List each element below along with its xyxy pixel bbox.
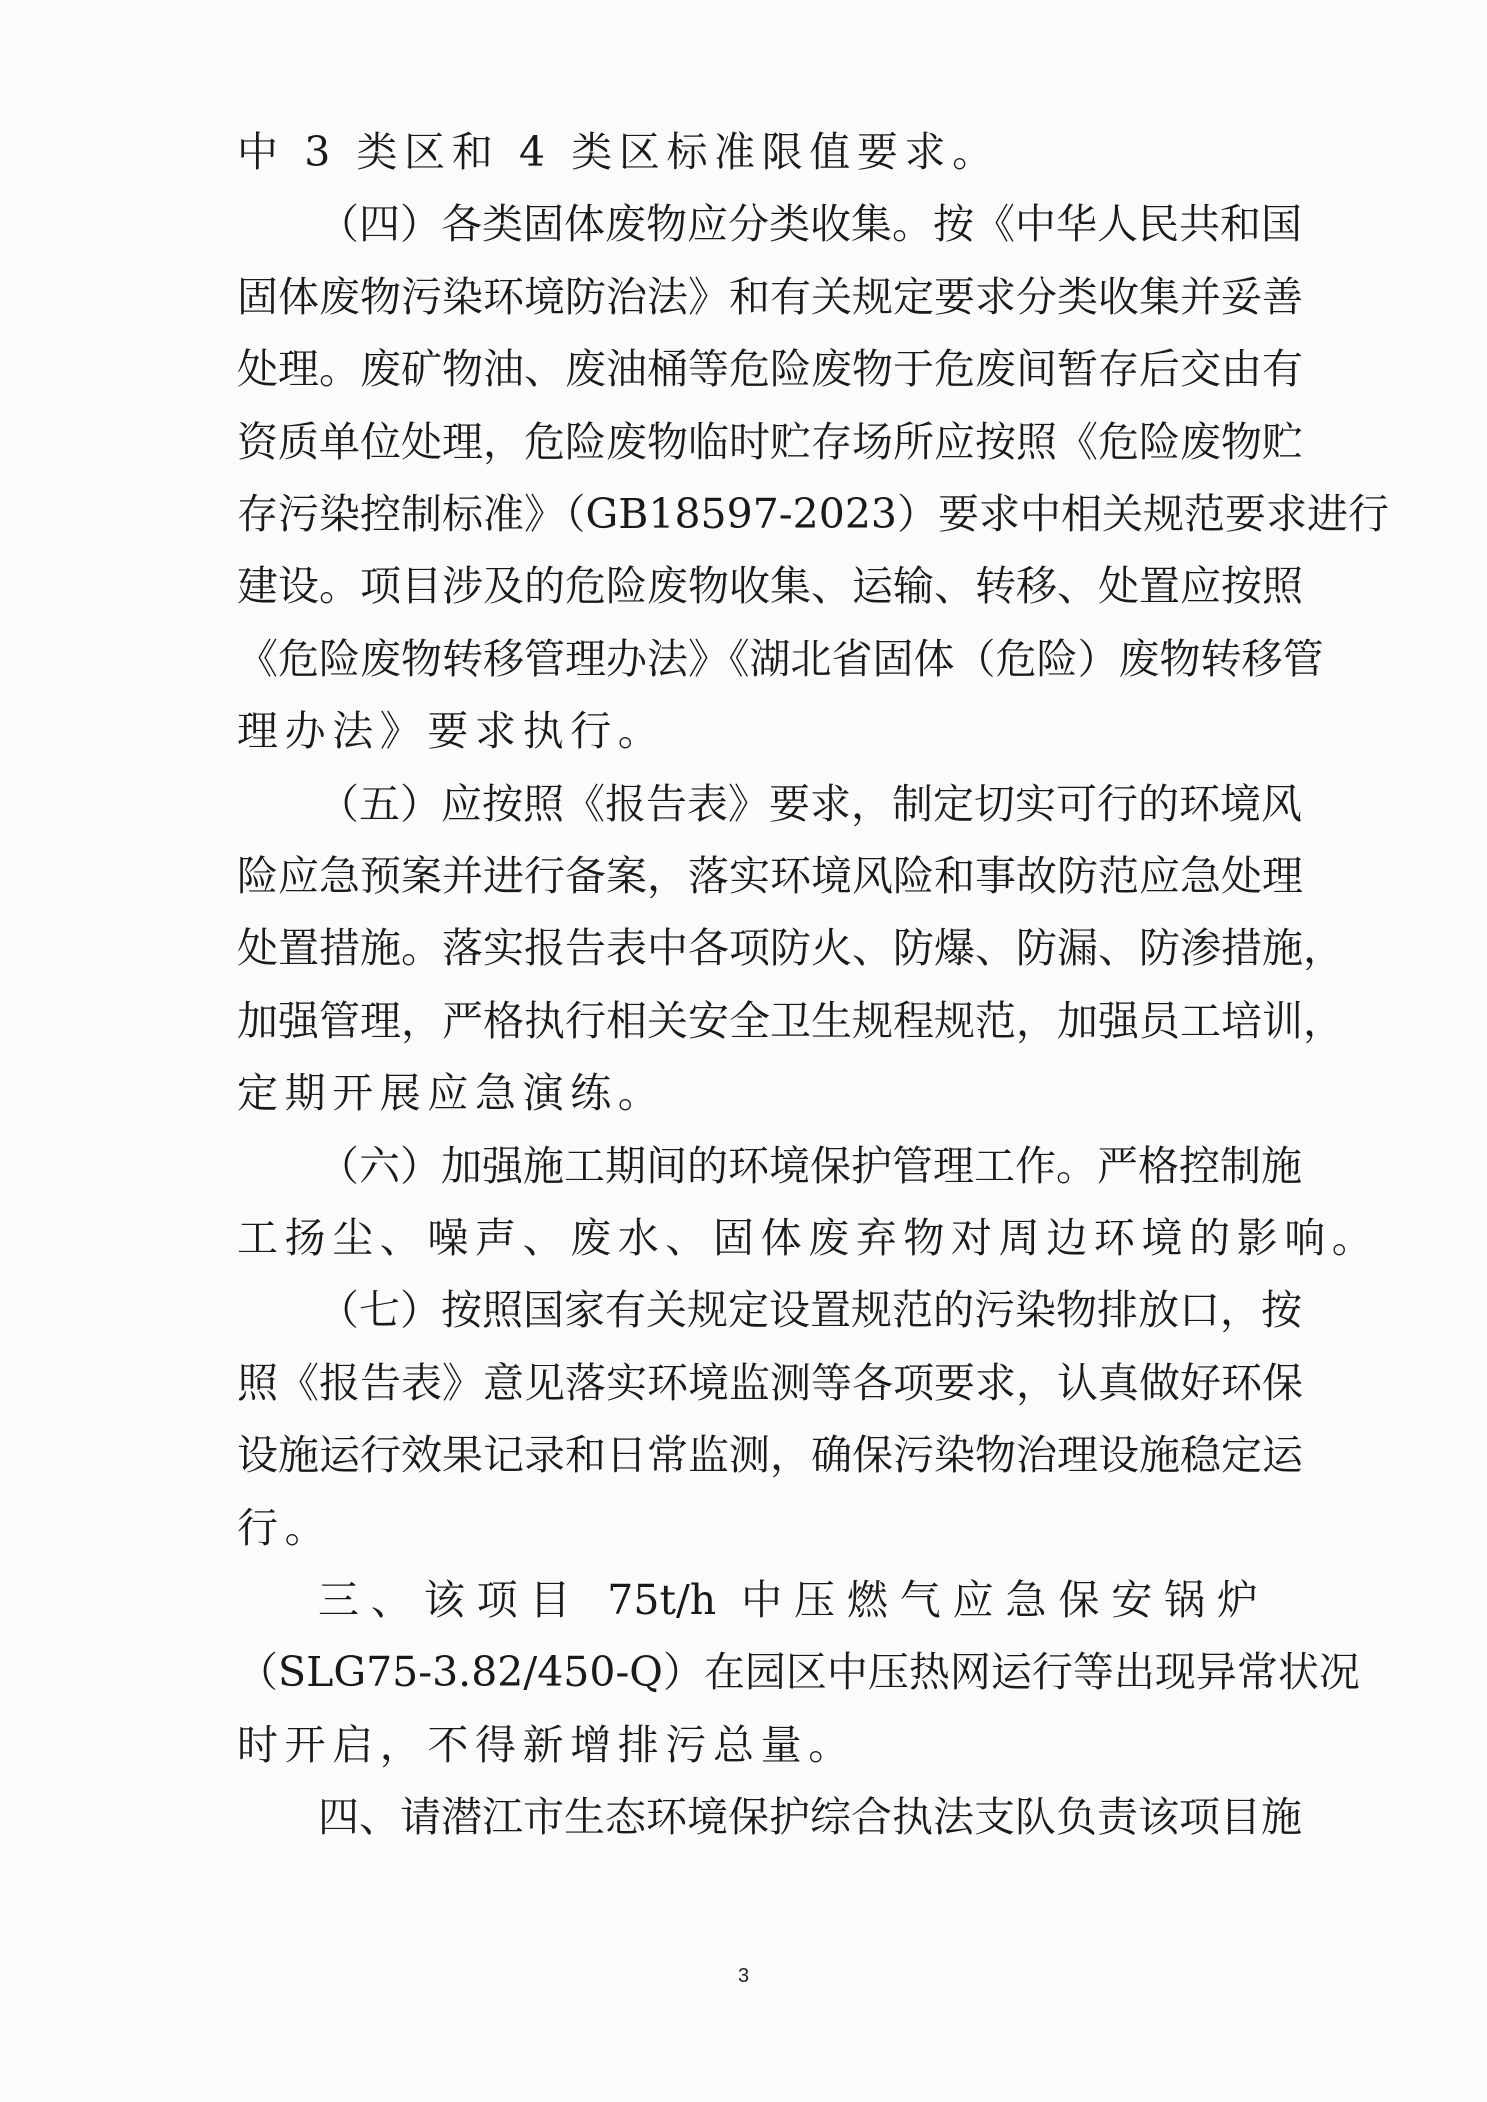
text-line: 时开启，不得新增排污总量。 [237,1720,856,1769]
text-line: 行。 [237,1503,333,1552]
text-line: 存污染控制标准》（GB18597-2023）要求中相关规范要求进行 [237,490,1390,538]
text-line: 《危险废物转移管理办法》《湖北省固体（危险）废物转移管 [237,634,1324,683]
text-line: 中 3 类区和 4 类区标准限值要求。 [237,128,1000,176]
text-line: 定期开展应急演练。 [237,1069,666,1118]
text-line: 设施运行效果记录和日常监测，确保污染物治理设施稳定运 [237,1431,1303,1480]
text-line: 三、该项目 75t/h 中压燃气应急保安锅炉 [318,1576,1258,1624]
text-line: 险应急预案并进行备案，落实环境风险和事故防范应急处理 [237,852,1303,900]
text-line: 理办法》要求执行。 [237,707,666,756]
text-line: （五）应按照《报告表》要求，制定切实可行的环境风 [318,779,1302,828]
text-line: 四、请潜江市生态环境保护综合执法支队负责该项目施 [318,1793,1302,1842]
text-line: 固体废物污染环境防治法》和有关规定要求分类收集并妥善 [237,272,1303,321]
text-line: 处理。废矿物油、废油桶等危险废物于危废间暂存后交由有 [237,345,1303,394]
text-line: 工扬尘、噪声、废水、固体废弃物对周边环境的影响。 [237,1214,1380,1262]
text-line: （七）按照国家有关规定设置规范的污染物排放口，按 [318,1286,1302,1335]
text-line: 处置措施。落实报告表中各项防火、防爆、防漏、防渗措施， [237,924,1344,973]
text-line: 照《报告表》意见落实环境监测等各项要求，认真做好环保 [237,1358,1303,1407]
text-line: （四）各类固体废物应分类收集。按《中华人民共和国 [318,200,1302,249]
text-line: 加强管理，严格执行相关安全卫生规程规范，加强员工培训， [237,996,1344,1045]
text-line: （SLG75-3.82/450-Q）在园区中压热网运行等出现异常状况 [237,1648,1360,1697]
text-line: 资质单位处理，危险废物临时贮存场所应按照《危险废物贮 [237,417,1303,466]
page-number: 3 [737,1965,750,1987]
text-line: 建设。项目涉及的危险废物收集、运输、转移、处置应按照 [237,562,1303,611]
text-line: （六）加强施工期间的环境保护管理工作。严格控制施 [318,1141,1302,1190]
